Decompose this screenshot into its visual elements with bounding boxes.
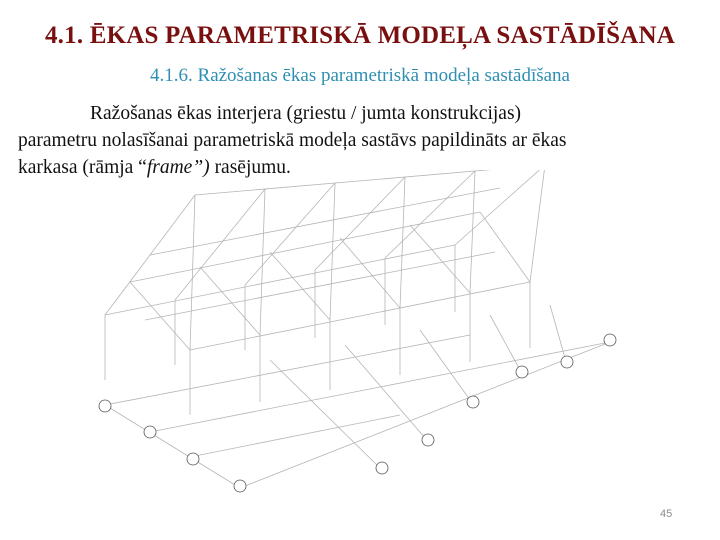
paragraph-line-3-end: rasējumu.	[209, 157, 291, 178]
frame-term: frame”)	[146, 157, 210, 178]
frame-lines	[105, 170, 610, 488]
paragraph-line-2: parametru nolasīšanai parametriskā modeļa sastāvs papildināts ar ēkas	[18, 130, 567, 151]
grid-axis-markers	[99, 334, 616, 492]
body-paragraph	[18, 100, 708, 181]
paragraph-line-3-start: karkasa (rāmja “	[18, 157, 147, 178]
slide-title: 4.1. ĒKAS PARAMETRISKĀ MODEĻA SASTĀDĪŠANA	[44, 22, 676, 49]
page-number: 45	[660, 508, 673, 520]
building-frame-drawing	[90, 170, 630, 495]
paragraph-line-1: Ražošanas ēkas interjera (griestu / jumta konstrukcijas)	[90, 103, 522, 124]
slide-subtitle: 4.1.6. Ražošanas ēkas parametriskā modeļa sastādīšana	[150, 65, 570, 86]
